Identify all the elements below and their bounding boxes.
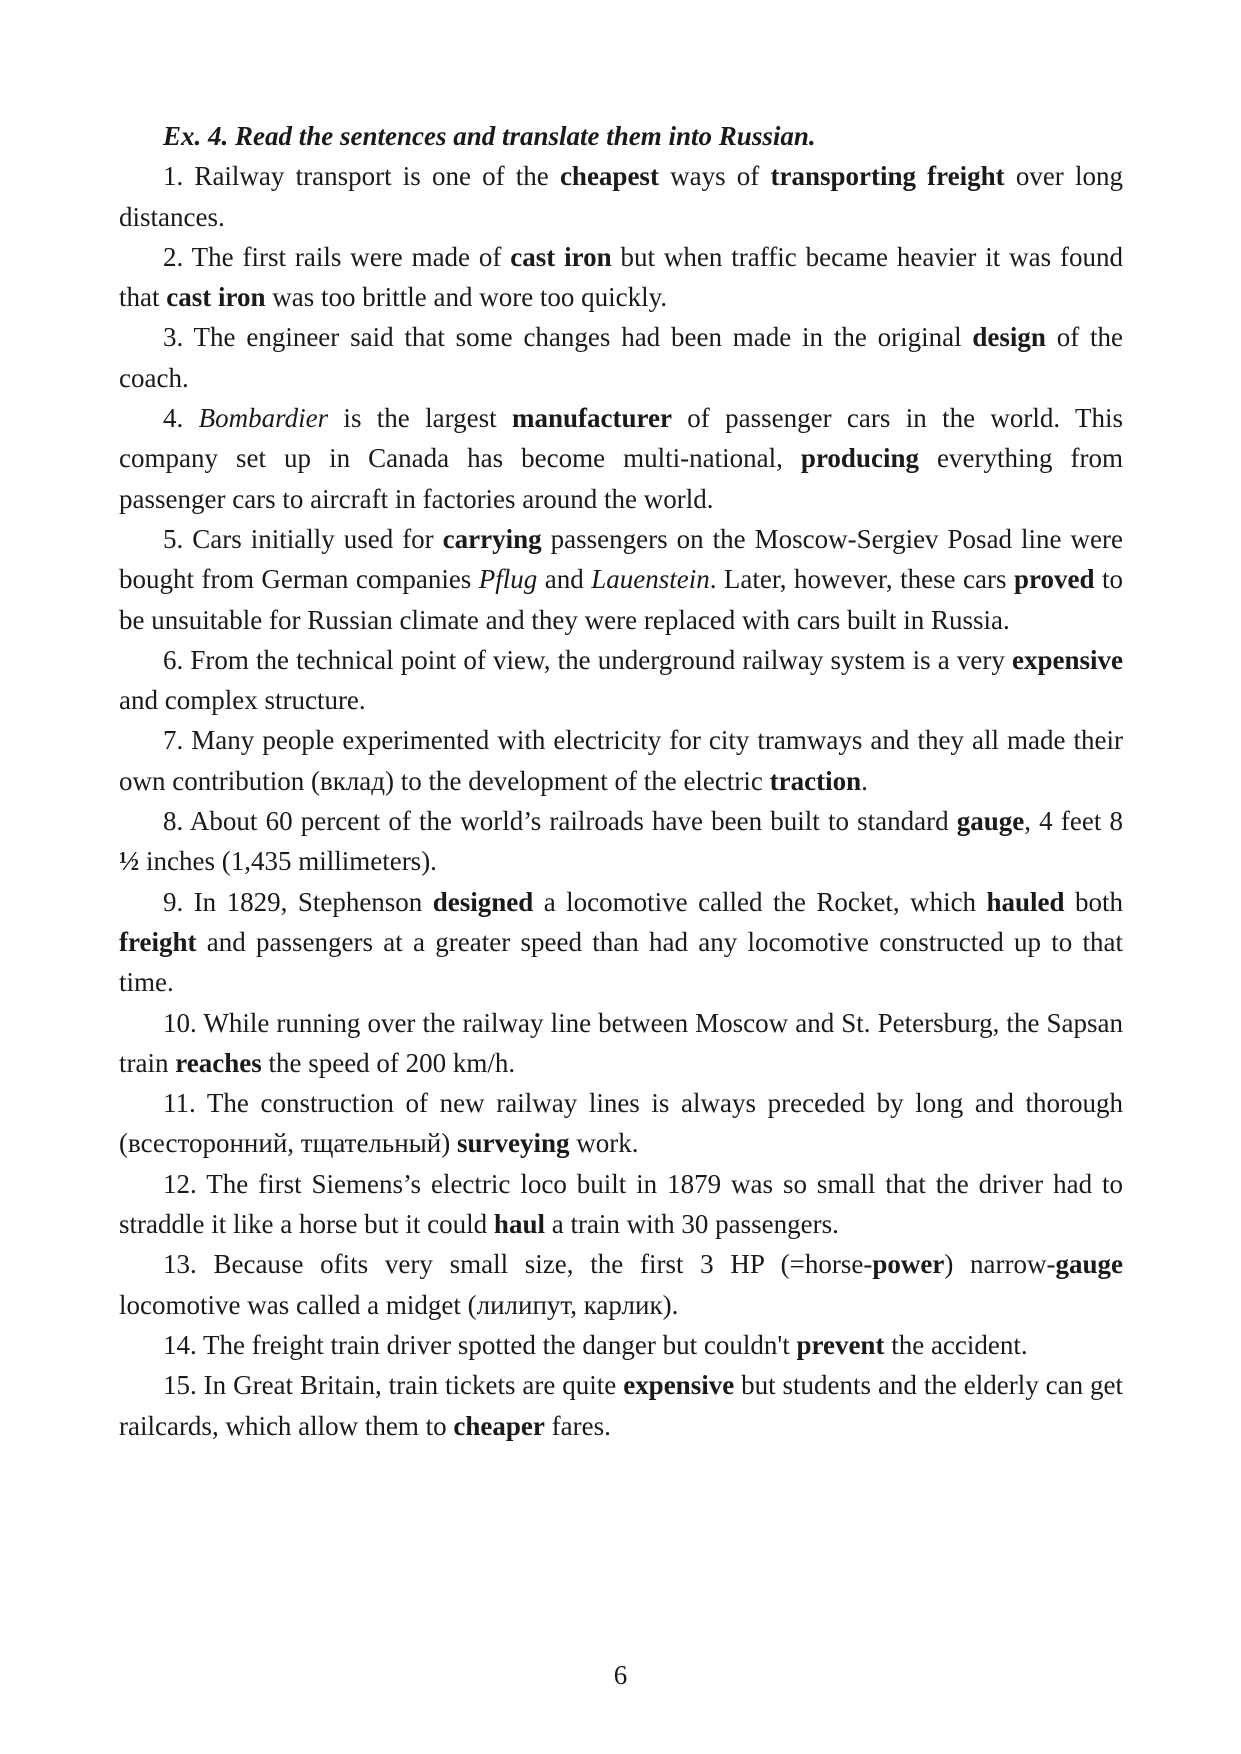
sentence-text: everything from passenger cars to aircraft in factories around the world. (119, 443, 1123, 514)
sentence-text: 4. (163, 403, 199, 434)
sentence-item (119, 720, 1123, 801)
key-term: prevent (796, 1329, 885, 1360)
sentence-text: of the coach. (119, 322, 1123, 393)
sentence-text: fares. (544, 1410, 611, 1441)
sentence-text: work. (569, 1128, 639, 1159)
sentence-text: passengers on the Moscow-Sergiev Posad line were bought from German companies (119, 523, 1123, 595)
sentence-text: over long distances. (119, 161, 1123, 232)
key-term: freight (119, 926, 197, 957)
sentence-text: 3. The engineer said that some changes had been made in the original (163, 322, 973, 353)
key-term: designed (432, 886, 534, 917)
key-term: expensive (1012, 644, 1123, 675)
company-name: Lauenstein (591, 564, 710, 595)
key-term: reaches (175, 1047, 262, 1078)
sentence-text: but students and the elderly can get railcards, which allow them to (119, 1370, 1123, 1441)
sentence-text: of passenger cars in the world. This company set up in Canada has become multi-national, (119, 403, 1123, 474)
document-page (119, 116, 1123, 1446)
sentence-text: a train with 30 passengers. (544, 1209, 839, 1240)
sentence-text: 1. Railway transport is one of the (163, 161, 560, 192)
key-term: cheaper (453, 1410, 545, 1441)
sentence-text: and (537, 564, 592, 595)
sentence-item (119, 640, 1123, 721)
sentence-text: . Later, however, these cars (709, 564, 1014, 595)
sentence-text: 2. The first rails were made of (163, 241, 511, 272)
company-name: Pflug (478, 564, 538, 595)
key-term: power (872, 1249, 945, 1280)
sentence-text: the speed of 200 km/h. (261, 1047, 516, 1078)
sentence-item (119, 519, 1123, 640)
key-term: surveying (457, 1128, 570, 1159)
sentence-text: was too brittle and wore too quickly. (265, 282, 668, 313)
sentence-item (119, 317, 1123, 398)
sentence-text: 12. The first Siemens’s electric loco built in 1879 was so small that the driver had to straddle it like a horse but it could (119, 1168, 1123, 1240)
sentence-text: 6. From the technical point of view, the underground railway system is a very (163, 644, 1012, 675)
key-term: cast iron (166, 282, 266, 313)
sentence-text: ) narrow- (944, 1249, 1056, 1280)
sentence-item (119, 1003, 1123, 1084)
sentence-text: 13. Because ofits very small size, the first 3 HP (=horse- (163, 1249, 873, 1280)
sentence-text: 5. Cars initially used for (163, 523, 443, 554)
sentence-item (119, 1244, 1123, 1325)
key-term: manufacturer (511, 403, 672, 434)
key-term: carrying (442, 523, 542, 554)
sentence-text: , 4 feet 8 (1024, 806, 1123, 837)
key-term: expensive (623, 1370, 735, 1401)
sentence-text: is the largest (328, 403, 512, 434)
sentence-item (119, 801, 1123, 882)
key-term: cheapest (559, 161, 659, 192)
sentence-text: inches (1,435 millimeters). (139, 846, 437, 877)
sentence-text: 9. In 1829, Stephenson (163, 886, 433, 917)
key-term: proved (1014, 564, 1095, 595)
sentence-item (119, 1083, 1123, 1164)
sentence-text: but when traffic became heavier it was found that (119, 241, 1123, 313)
sentence-text: to be unsuitable for Russian climate and they were replaced with cars built in Russia. (119, 564, 1123, 635)
exercise-heading: Ex. 4. Read the sentences and translate them into Russian. (163, 121, 816, 151)
key-term: ½ (119, 846, 140, 877)
sentence-text: 14. The freight train driver spotted the danger but couldn't (163, 1329, 797, 1360)
sentence-text: a locomotive called the Rocket, which (533, 886, 987, 917)
sentence-text: 7. Many people experimented with electricity for city tramways and they all made their own contribution (вклад) to the development of the electric (119, 725, 1123, 796)
sentence-item (119, 237, 1123, 318)
sentence-text: and complex structure. (119, 685, 366, 716)
sentence-text: locomotive was called a midget (лилипут, карлик). (119, 1289, 679, 1320)
sentence-text: and passengers at a greater speed than had any locomotive constructed up to that time. (119, 926, 1123, 998)
sentence-item (119, 1164, 1123, 1245)
sentence-text: 15. In Great Britain, train tickets are quite (163, 1370, 624, 1401)
sentence-item (119, 1365, 1123, 1446)
company-name: Bombardier (198, 403, 329, 434)
sentence-text: 10. While running over the railway line between Moscow and St. Petersburg, the Sapsan train (119, 1007, 1123, 1078)
sentence-item (119, 398, 1123, 519)
sentence-text: 8. About 60 percent of the world’s railroads have been built to standard (163, 806, 957, 837)
sentence-item (119, 1325, 1123, 1365)
sentence-list (119, 156, 1123, 1446)
sentence-text: the accident. (884, 1329, 1028, 1360)
key-term: producing (800, 443, 919, 474)
sentence-item (119, 156, 1123, 237)
sentence-text: both (1064, 886, 1124, 917)
key-term: gauge (1055, 1249, 1123, 1280)
key-term: design (972, 322, 1046, 353)
sentence-text: 11. The construction of new railway lines is always preceded by long and thorough (всесторонний, тщательный) (119, 1088, 1123, 1159)
key-term: transporting freight (770, 161, 1005, 192)
key-term: traction (769, 765, 862, 796)
key-term: cast iron (510, 241, 612, 272)
sentence-text: . (861, 765, 868, 796)
key-term: haul (493, 1209, 545, 1240)
page-number: 6 (613, 1660, 628, 1690)
key-term: hauled (986, 886, 1065, 917)
sentence-text: ways of (658, 161, 771, 192)
key-term: gauge (956, 806, 1025, 837)
sentence-item (119, 882, 1123, 1003)
